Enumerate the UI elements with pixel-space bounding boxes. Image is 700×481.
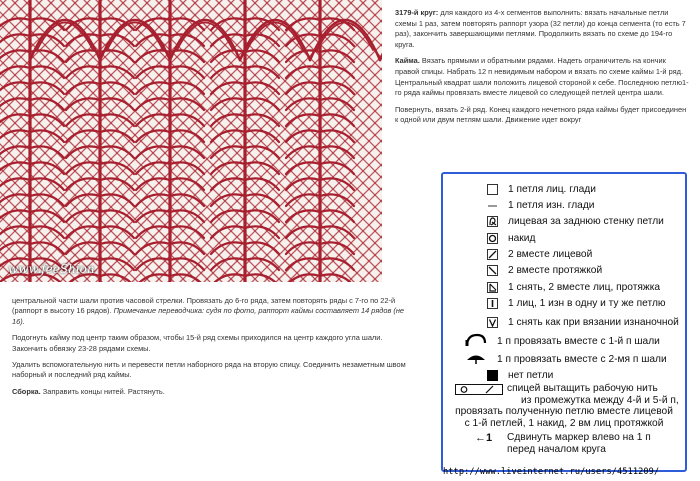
legend-special-text: спицей вытащить рабочую нить из промежутка между 4-й и 5-й п, <box>507 383 679 406</box>
lace-pattern-image <box>0 0 382 282</box>
legend-special-symbol <box>455 384 503 395</box>
instructions-bottom <box>12 296 412 403</box>
dash-slant-icon <box>487 265 498 276</box>
legend-row: лицевая за заднюю стенку петли <box>487 216 664 227</box>
lace-photo <box>0 0 382 282</box>
v-slip-icon <box>487 317 498 328</box>
paragraph-round-179: 3179-й круг: для каждого из 4-х сегментов выполнить: вязать начальные петли схемы 1 раз, затем повторять раппорт узора (32 петли) до конца сегмента (то есть 7 раз), закончить завершающими петлями. Продолжить вязать по схеме до 194-го круга. <box>395 8 686 49</box>
paragraph-turn: Повернуть, вязать 2-й ряд. Конец каждого нечетного ряда каймы будет присоединен к одной или двум петлям шали. Движение идет вокруг <box>395 104 687 125</box>
arc-left-icon <box>465 333 487 350</box>
legend-row: 1 петля изн. глади <box>487 200 594 211</box>
bar-icon <box>487 298 498 309</box>
legend-row: нет петли <box>487 370 553 381</box>
circle-yarnover-icon <box>487 233 498 244</box>
paragraph-center: центральной части шали против часовой стрелки. Провязать до 6-го ряда, затем повторять ряды с 7-го по 22-й (раппорт в высоту 16 рядов). Примечание переводчика: судя по фото, раппорт каймы составляет 14 рядов (не 16). <box>12 296 405 326</box>
hook-slant-icon <box>487 282 498 293</box>
legend-row <box>475 432 500 444</box>
dash-square-icon <box>487 200 498 211</box>
instructions-right <box>395 8 690 132</box>
legend-row: 1 п провязать вместе с 1-й п шали <box>465 333 660 350</box>
legend-row: накид <box>487 233 535 244</box>
paragraph-assembly: Сборка. Заправить концы нитей. Растянуть. <box>12 386 165 396</box>
pull-through-icon <box>455 384 503 395</box>
paragraph-remove-yarn: Удалить вспомогательную нить и перевести петли наборного ряда на вторую спицу. Соединить незаметным швом наборный и последний ряд каймы. <box>12 360 406 380</box>
right-slant-icon <box>487 249 498 260</box>
source-url[interactable]: http://www.liveinternet.ru/users/4511209/ <box>443 467 660 477</box>
legend-arrow-text: Сдвинуть маркер влево на 1 п перед началом круга <box>507 432 651 455</box>
paragraph-fold: Подогнуть кайму под центр таким образом, чтобы 15-й ряд схемы приходился на центр каждого угла шали. Закончить обвязку 23-28 рядами схемы. <box>12 333 383 353</box>
legend-special-text-cont: провязать полученную петлю вместе лицевой с 1-й петлей, 1 накид, 2 вм лиц протяжкой <box>455 406 673 429</box>
arrow-left-icon: ←1 <box>475 432 493 444</box>
arc-filled-icon <box>465 351 487 368</box>
paragraph-border: Кайма. Вязать прямыми и обратными рядами. Надеть ограничитель на кончик правой спицы. Набрать 12 п невидимым набором и вязать по схеме каймы 1-й ряд. Центральный квадрат шали положить лицевой стороной к себе. Последнюю петлю1-го ряда каймы провязать вместе лицевой со следующей петлей центра шали. <box>395 56 689 98</box>
black-square-icon <box>487 370 498 381</box>
legend-row: 2 вместе протяжкой <box>487 265 602 276</box>
empty-square-icon <box>487 184 498 195</box>
legend-row: 1 п провязать вместе с 2-мя п шали <box>465 351 667 368</box>
photo-watermark: www.feeShion. <box>8 262 99 276</box>
legend-row: 1 снять как при вязании изнаночной <box>487 317 679 328</box>
legend-row: 1 снять, 2 вместе лиц, протяжка <box>487 282 660 293</box>
symbol-legend <box>441 172 687 472</box>
legend-row: 2 вместе лицевой <box>487 249 592 260</box>
legend-row: 1 петля лиц. глади <box>487 184 596 195</box>
twisted-knit-icon <box>487 216 498 227</box>
legend-row: 1 лиц, 1 изн в одну и ту же петлю <box>487 298 666 309</box>
